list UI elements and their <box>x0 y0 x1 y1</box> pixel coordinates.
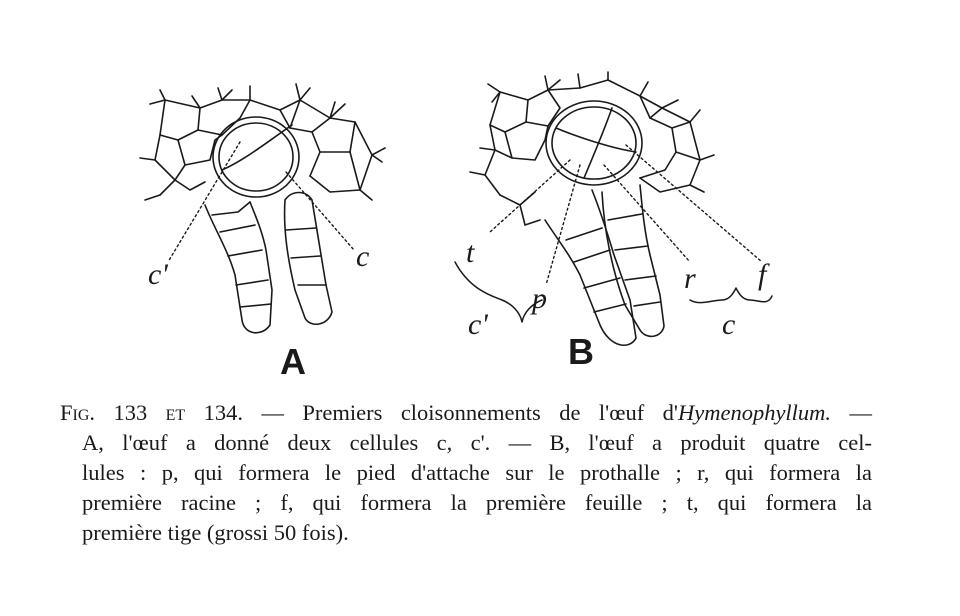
figure-a-panel-label: A <box>280 341 306 382</box>
caption-title: — Premiers cloisonnements de l'œuf d' <box>243 400 678 425</box>
figure-b-panel-label: B <box>568 331 594 372</box>
caption-line-3: lules : p, qui formera le pied d'attache sur le prothalle ; r, qui formera la <box>82 460 872 485</box>
leader-lines <box>168 142 762 285</box>
figure-a-drawing <box>140 84 385 333</box>
figure-a-label-c: c <box>356 240 370 273</box>
figure-b-label-p: p <box>532 282 547 315</box>
caption-line-1 <box>60 398 872 428</box>
figure-b-drawing <box>470 72 714 345</box>
figure-caption <box>60 398 872 548</box>
caption-line-2: A, l'œuf a donné deux cellules c, c'. — B, l'œuf a produit quatre cel- <box>82 430 872 455</box>
caption-fig-number: Fig. 133 et 134. <box>60 400 244 425</box>
caption-genus: Hymenophyllum. <box>677 400 832 425</box>
figure-a-label-c-prime: c' <box>148 258 168 291</box>
figure-b-label-f: f <box>758 258 767 291</box>
figure-b-label-r: r <box>684 262 696 295</box>
caption-line-5: première tige (grossi 50 fois). <box>82 520 349 545</box>
figure-b-label-c-prime: c' <box>468 308 488 341</box>
figure-b-label-t: t <box>466 236 475 269</box>
caption-title-tail: — <box>831 400 873 425</box>
figure-b-label-c: c <box>722 308 736 341</box>
caption-line-4: première racine ; f, qui formera la première feuille ; t, qui formera la <box>82 490 872 515</box>
